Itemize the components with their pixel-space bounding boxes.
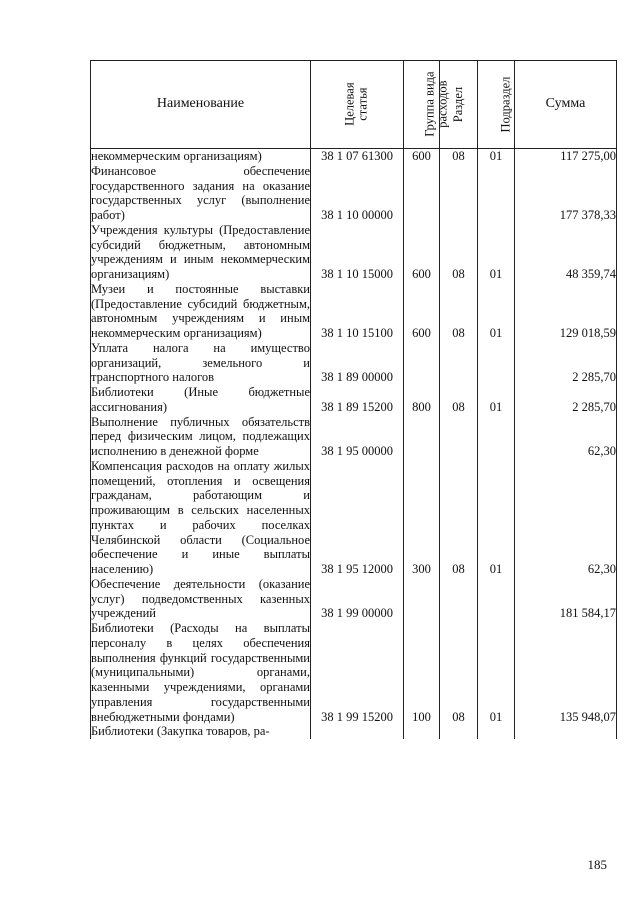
row-1-name: некоммерческим организациям) (91, 149, 311, 164)
row-3-sum: 48 359,74 (515, 223, 617, 282)
header-expense-group-line-1: Группа вида (422, 71, 437, 137)
row-1-subsection: 01 (478, 149, 515, 164)
row-3-section: 08 (440, 223, 478, 282)
table-row (91, 459, 617, 577)
row-4-group: 600 (404, 282, 440, 341)
row-11-group (404, 724, 440, 739)
row-8-article: 38 1 95 12000 (311, 459, 404, 577)
row-2-subsection (478, 164, 515, 223)
row-4-article: 38 1 10 15100 (311, 282, 404, 341)
row-6-article: 38 1 89 15200 (311, 385, 404, 415)
header-expense-group (404, 61, 450, 149)
row-8-name: Компенсация расходов на оплату жилых помещений, отопления и освещения гражданам, работающим и проживающим в сельских населенных пунктах и рабочих поселках Челябинской области (Социальное обеспечение и иные выплаты населению) (91, 458, 310, 576)
row-5-sum: 2 285,70 (515, 341, 617, 385)
row-5-subsection (478, 341, 515, 385)
row-7-name: Выполнение публичных обязательств перед физическим лицом, подлежащих исполнению в денежной форме (91, 414, 310, 458)
row-11-sum (515, 724, 617, 739)
row-2-section (440, 164, 478, 223)
row-3-group: 600 (404, 223, 440, 282)
row-10-group: 100 (404, 621, 440, 724)
row-6-sum: 2 285,70 (515, 385, 617, 415)
row-9-name: Обеспечение деятельности (оказание услуг) подведомственных казенных учреждений (91, 576, 310, 621)
header-expense-group-label (424, 72, 450, 137)
row-7-section (440, 415, 478, 459)
row-4-subsection: 01 (478, 282, 515, 341)
row-8-section: 08 (440, 459, 478, 577)
header-name: Наименование (91, 61, 311, 149)
header-row (91, 61, 617, 149)
header-section-label: Раздел (450, 87, 465, 123)
table-row (91, 621, 617, 724)
row-11-section (440, 724, 478, 739)
row-4-sum: 129 018,59 (515, 282, 617, 341)
row-3-name: Учреждения культуры (Предоставление субсидий бюджетным, автономным учреждениям и иным некоммерческим организациям) (91, 222, 310, 281)
table-header (91, 61, 617, 149)
header-target-article-line-2: статья (356, 87, 370, 121)
table-row (91, 149, 617, 164)
header-subsection (478, 61, 515, 149)
row-2-article: 38 1 10 00000 (311, 164, 404, 223)
row-9-sum: 181 584,17 (515, 577, 617, 621)
row-11-name: Библиотеки (Закупка товаров, ра- (91, 724, 311, 739)
row-7-sum: 62,30 (515, 415, 617, 459)
budget-table (90, 60, 617, 739)
header-sum: Сумма (515, 61, 617, 149)
header-target-article-line-1: Целевая (342, 82, 357, 126)
row-7-subsection (478, 415, 515, 459)
row-10-section: 08 (440, 621, 478, 724)
row-9-section (440, 577, 478, 621)
row-11-article (311, 724, 404, 739)
row-1-sum: 117 275,00 (515, 149, 617, 164)
row-5-section (440, 341, 478, 385)
row-8-subsection: 01 (478, 459, 515, 577)
table-row (91, 415, 617, 459)
row-1-section: 08 (440, 149, 478, 164)
row-2-name: Финансовое обеспечение государственного задания на оказание государственных услуг (выполнение работ) (91, 163, 310, 222)
row-5-article: 38 1 89 00000 (311, 341, 404, 385)
row-10-name: Библиотеки (Расходы на выплаты персоналу в целях обеспечения выполнения функций государственными (муниципальными) органами, казенными учреждениями, органами управления государственными внебюджетными фондами) (91, 621, 310, 724)
header-subsection-label: Подраздел (498, 76, 513, 133)
row-2-group (404, 164, 440, 223)
row-9-subsection (478, 577, 515, 621)
row-6-section: 08 (440, 385, 478, 415)
header-expense-group-line-2: расходов (435, 80, 450, 128)
row-4-section: 08 (440, 282, 478, 341)
row-5-name: Уплата налога на имущество организаций, земельного и транспортного налогов (91, 340, 310, 385)
row-7-article: 38 1 95 00000 (311, 415, 404, 459)
row-11-subsection (478, 724, 515, 739)
row-10-article: 38 1 99 15200 (311, 621, 404, 724)
row-1-group: 600 (404, 149, 440, 164)
row-10-subsection: 01 (478, 621, 515, 724)
row-8-sum: 62,30 (515, 459, 617, 577)
header-target-article-label (344, 82, 370, 125)
row-6-name: Библиотеки (Иные бюджетные ассигнования) (91, 385, 310, 414)
table-body (91, 149, 617, 740)
row-6-subsection: 01 (478, 385, 515, 415)
row-5-group (404, 341, 440, 385)
table-row (91, 223, 617, 282)
row-7-group (404, 415, 440, 459)
page-number: 185 (587, 857, 607, 872)
row-4-name: Музеи и постоянные выставки (Предоставление субсидий бюджетным, автономным учреждениям и иным некоммерческим организациям) (91, 281, 310, 340)
table-row (91, 385, 617, 415)
header-target-article (311, 61, 404, 149)
row-1-article: 38 1 07 61300 (311, 149, 404, 164)
table-row (91, 577, 617, 621)
table-row (91, 724, 617, 739)
table-row (91, 164, 617, 223)
table-row (91, 341, 617, 385)
row-6-group: 800 (404, 385, 440, 415)
row-9-article: 38 1 99 00000 (311, 577, 404, 621)
row-2-sum: 177 378,33 (515, 164, 617, 223)
row-3-subsection: 01 (478, 223, 515, 282)
row-10-sum: 135 948,07 (515, 621, 617, 724)
row-9-group (404, 577, 440, 621)
table-row (91, 282, 617, 341)
row-3-article: 38 1 10 15000 (311, 223, 404, 282)
row-8-group: 300 (404, 459, 440, 577)
